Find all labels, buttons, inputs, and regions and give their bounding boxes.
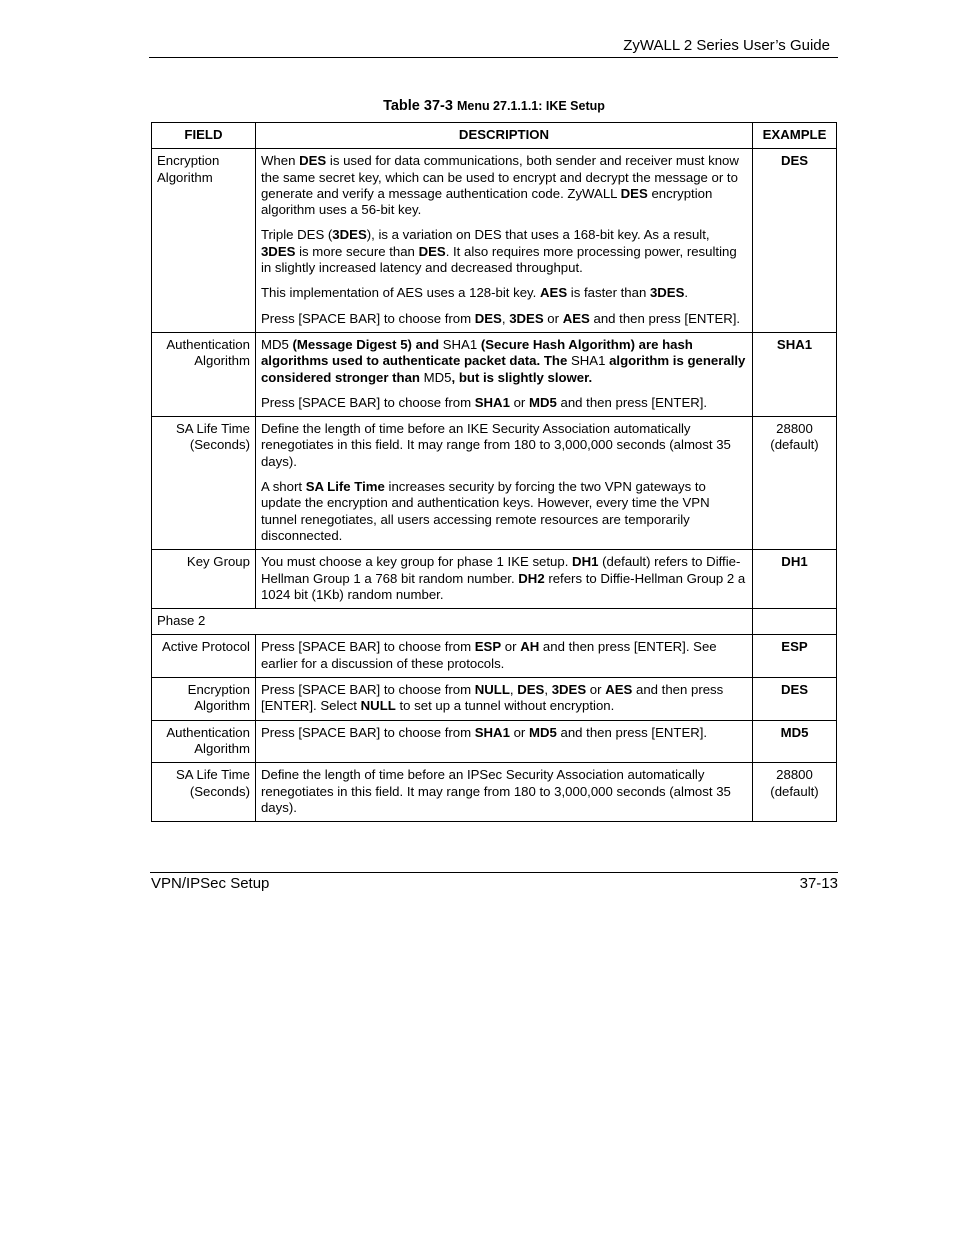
bold-term: 3DES	[332, 227, 367, 243]
field-cell: Active Protocol	[152, 635, 256, 678]
bold-term: 3DES	[551, 682, 587, 698]
description-paragraph: Press [SPACE BAR] to choose from NULL, DES, 3DES or AES and then press [ENTER]. Select NULL to set up a tunnel without encryption.	[260, 682, 724, 714]
example-cell: MD5	[753, 720, 837, 763]
table-title: Menu 27.1.1.1: IKE Setup	[456, 99, 605, 113]
bold-term: AH	[520, 639, 540, 655]
bold-term: SHA1	[474, 724, 510, 740]
table-row	[152, 149, 837, 333]
bold-term: NULL	[474, 682, 510, 698]
bold-term: DES	[517, 682, 545, 698]
example-cell: DH1	[753, 550, 837, 609]
bold-term: DES	[474, 310, 502, 326]
description-paragraph: MD5 (Message Digest 5) and SHA1 (Secure Hash Algorithm) are hash algorithms used to authenticate packet data. The SHA1 algorithm is generally considered stronger than MD5, but is slightly slower.	[260, 336, 746, 385]
bold-term: 3DES	[649, 285, 685, 301]
footer-section-name: VPN/IPSec Setup	[151, 875, 270, 892]
example-cell	[753, 609, 837, 635]
table-row	[152, 678, 837, 721]
bold-term: 3DES	[509, 310, 544, 326]
description-paragraph: When DES is used for data communications, both sender and receiver must know the same secret key, which can be used to encrypt and decrypt the message or to generate and verify a message authentication code. ZyWALL DES encryption algorithm uses a 56-bit key.	[260, 153, 739, 218]
description-paragraph: Define the length of time before an IKE Security Association automatically renegotiates in this field. It may range from 180 to 3,000,000 seconds (almost 35 days).	[260, 421, 731, 469]
description-cell	[255, 550, 752, 609]
description-paragraph: Press [SPACE BAR] to choose from ESP or AH and then press [ENTER]. See earlier for a discussion of these protocols.	[260, 639, 717, 671]
description-paragraph: Triple DES (3DES), is a variation on DES that uses a 168-bit key. As a result, 3DES is more secure than DES. It also requires more processing power, resulting in slightly increased latency and decreased throughput.	[260, 227, 737, 276]
bold-term: 3DES	[260, 243, 296, 259]
description-paragraph: A short SA Life Time increases security by forcing the two VPN gateways to update the encryption and authentication keys. However, every time the VPN tunnel renegotiates, all users accessing remote resources are temporarily disconnected.	[260, 479, 710, 543]
table-row	[152, 417, 837, 550]
description-cell	[255, 417, 752, 550]
field-cell: SA Life Time (Seconds)	[152, 763, 256, 822]
table-row	[152, 720, 837, 763]
example-cell: 28800 (default)	[753, 763, 837, 822]
running-header: ZyWALL 2 Series User’s Guide	[623, 37, 830, 54]
bold-term: SA Life Time	[305, 479, 385, 495]
bold-term: DES	[418, 243, 446, 259]
description-cell	[255, 149, 752, 333]
table-row	[152, 550, 837, 609]
table-header-row	[152, 123, 837, 149]
example-cell: 28800 (default)	[753, 417, 837, 550]
description-paragraph: Define the length of time before an IPSec Security Association automatically renegotiates in this field. It may range from 180 to 3,000,000 seconds (almost 35 days).	[260, 767, 731, 815]
description-paragraph: Press [SPACE BAR] to choose from DES, 3DES or AES and then press [ENTER].	[260, 310, 741, 326]
bold-term: DES	[620, 185, 648, 201]
field-cell: Encryption Algorithm	[152, 149, 256, 333]
bold-term: algorithm is generally considered stronger than	[260, 353, 746, 385]
bold-term: (Secure Hash Algorithm) are hash algorithms used to authenticate packet data. The	[260, 336, 693, 369]
bold-term: NULL	[360, 698, 396, 714]
phase2-section-label: Phase 2	[152, 609, 753, 635]
example-cell: ESP	[753, 635, 837, 678]
example-cell: DES	[753, 149, 837, 333]
description-cell	[255, 332, 752, 416]
field-cell: Authentication Algorithm	[152, 720, 256, 763]
table-row	[152, 763, 837, 822]
header-rule	[149, 57, 838, 58]
footer-page-number: 37-13	[799, 875, 838, 892]
description-column-header: DESCRIPTION	[255, 123, 752, 149]
bold-term: MD5	[528, 724, 557, 740]
bold-term: , but is slightly slower.	[451, 369, 593, 385]
description-cell	[255, 635, 752, 678]
bold-term: DH2	[518, 570, 545, 586]
bold-term: DES	[299, 153, 327, 169]
table-section-row	[152, 609, 837, 635]
table-caption	[151, 98, 837, 114]
bold-term: MD5	[528, 394, 557, 410]
bold-term: AES	[605, 682, 633, 698]
bold-term: DH1	[572, 554, 599, 570]
footer-rule	[150, 872, 838, 873]
example-column-header: EXAMPLE	[753, 123, 837, 149]
table-row	[152, 332, 837, 416]
field-cell: SA Life Time (Seconds)	[152, 417, 256, 550]
description-paragraph: This implementation of AES uses a 128-bit key. AES is faster than 3DES.	[260, 285, 689, 301]
table-label: Table 37-3	[383, 98, 453, 114]
description-paragraph: Press [SPACE BAR] to choose from SHA1 or MD5 and then press [ENTER].	[260, 724, 708, 740]
field-column-header: FIELD	[152, 123, 256, 149]
field-cell: Authentication Algorithm	[152, 332, 256, 416]
bold-term: ESP	[474, 639, 502, 655]
field-cell: Key Group	[152, 550, 256, 609]
example-cell: DES	[753, 678, 837, 721]
description-cell	[255, 720, 752, 763]
bold-term: AES	[540, 285, 568, 301]
bold-term: SHA1	[474, 394, 510, 410]
bold-term: AES	[562, 310, 590, 326]
description-cell	[255, 763, 752, 822]
bold-term: (Message Digest 5) and	[288, 336, 443, 352]
example-cell: SHA1	[753, 332, 837, 416]
description-paragraph: You must choose a key group for phase 1 IKE setup. DH1 (default) refers to Diffie-Hellman Group 1 a 768 bit random number. DH2 refers to Diffie-Hellman Group 2 a 1024 bit (1Kb) random number.	[260, 554, 746, 602]
description-paragraph: Press [SPACE BAR] to choose from SHA1 or MD5 and then press [ENTER].	[260, 394, 708, 410]
description-cell	[255, 678, 752, 721]
field-cell: Encryption Algorithm	[152, 678, 256, 721]
ike-setup-table	[151, 122, 837, 822]
table-row	[152, 635, 837, 678]
